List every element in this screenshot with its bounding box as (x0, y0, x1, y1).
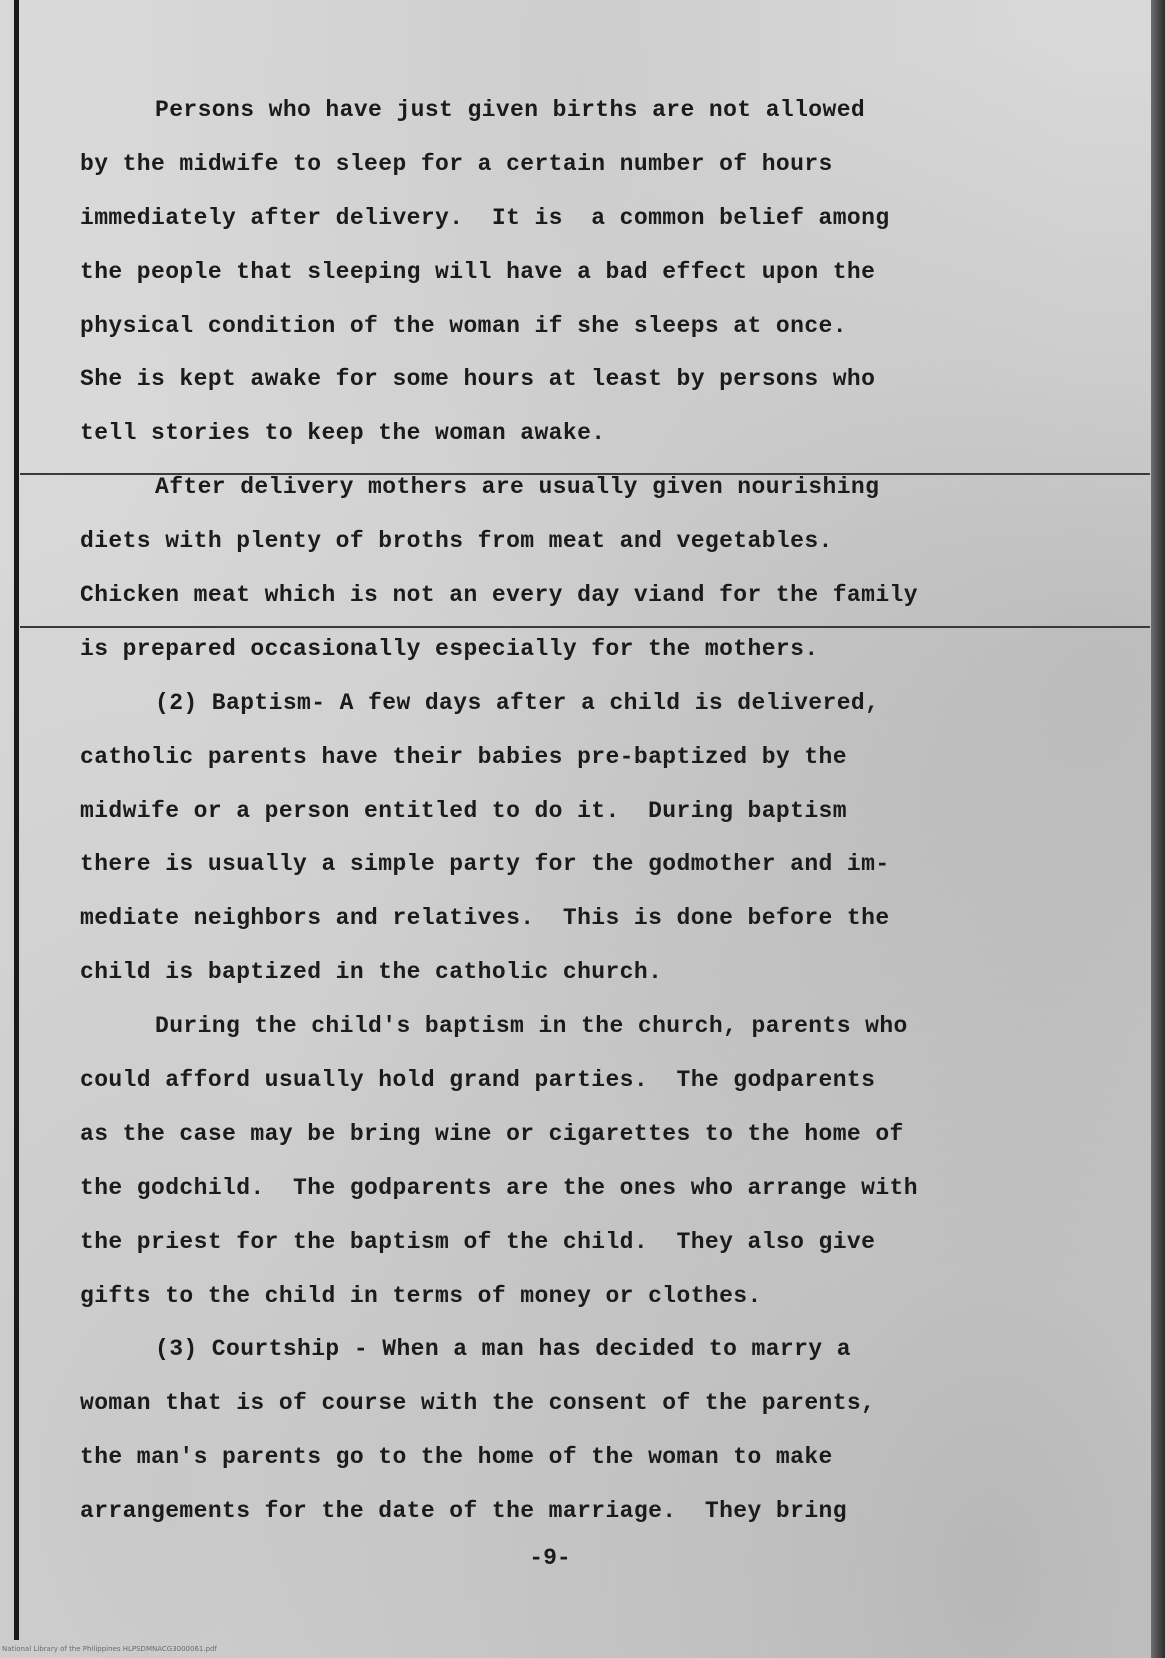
text-line: tell stories to keep the woman awake. (80, 420, 606, 447)
text-line: by the midwife to sleep for a certain number of hours (80, 150, 833, 177)
text-line: physical condition of the woman if she sleeps at once. (80, 312, 847, 339)
text-line: the people that sleeping will have a bad effect upon the (80, 258, 876, 285)
text-line: as the case may be bring wine or cigarettes to the home of (80, 1120, 904, 1147)
text-line: During the child's baptism in the church, parents who (155, 1013, 908, 1040)
text-line: immediately after delivery. It is a common belief among (80, 204, 890, 231)
text-line: She is kept awake for some hours at least by persons who (80, 366, 876, 393)
typed-text-body (80, 84, 1080, 1539)
text-line: Persons who have just given births are not allowed (155, 97, 866, 123)
text-line: catholic parents have their babies pre-baptized by the (80, 743, 847, 770)
text-line: there is usually a simple party for the godmother and im- (80, 851, 890, 878)
text-line: woman that is of course with the consent of the parents, (80, 1390, 876, 1417)
text-line: arrangements for the date of the marriage. They bring (80, 1498, 847, 1525)
scan-left-border (14, 0, 19, 1640)
text-line: the man's parents go to the home of the woman to make (80, 1444, 833, 1471)
text-line: After delivery mothers are usually given nourishing (155, 474, 880, 501)
text-line: (3) Courtship - When a man has decided to marry a (155, 1336, 851, 1363)
text-line: midwife or a person entitled to do it. During baptism (80, 797, 847, 824)
text-line: the priest for the baptism of the child. They also give (80, 1228, 876, 1255)
text-line: (2) Baptism- A few days after a child is delivered, (155, 689, 880, 716)
scan-right-shadow (1151, 0, 1165, 1658)
text-line: mediate neighbors and relatives. This is done before the (80, 905, 890, 932)
text-line: is prepared occasionally especially for the mothers. (80, 635, 819, 662)
text-line: child is baptized in the catholic church. (80, 959, 663, 986)
text-line: the godchild. The godparents are the ones who arrange with (80, 1174, 918, 1201)
page-number: -9- (529, 1545, 571, 1571)
text-line: diets with plenty of broths from meat and vegetables. (80, 528, 833, 555)
text-line: gifts to the child in terms of money or clothes. (80, 1282, 762, 1309)
text-line: Chicken meat which is not an every day viand for the family (80, 582, 918, 609)
text-line: could afford usually hold grand parties. The godparents (80, 1067, 876, 1094)
archive-footer-note: National Library of the Philippines HLPSDMNACG3000061.pdf (2, 1645, 217, 1653)
